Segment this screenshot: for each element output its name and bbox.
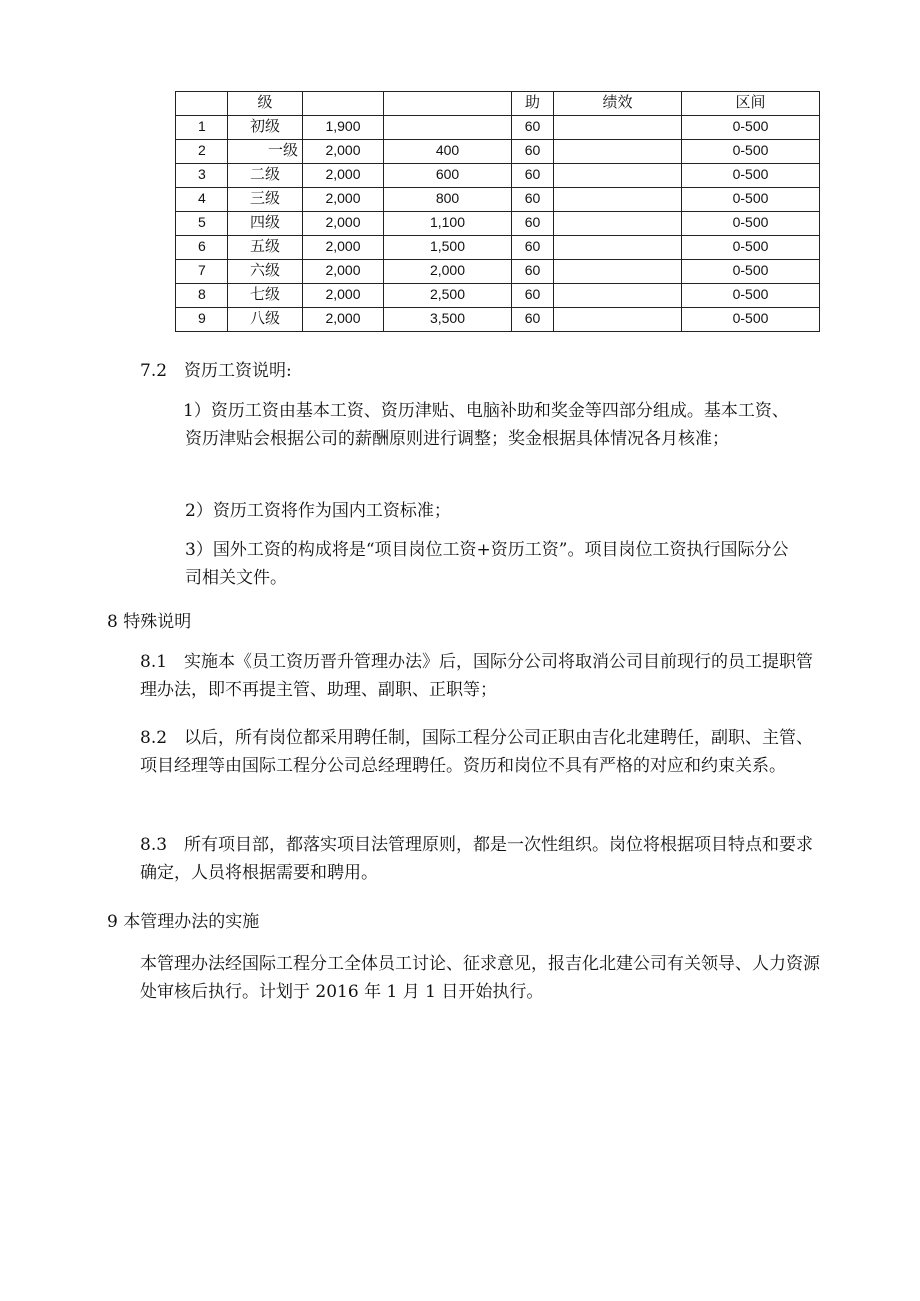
table-row — [176, 116, 820, 140]
section-7-2-item-1: 1）资历工资由基本工资、资历津贴、电脑补助和奖金等四部分组成。基本工资、资历津贴会根据公司的薪酬原则进行调整；奖金根据具体情况各月核准； — [183, 401, 789, 449]
row-seniority: 1,500 — [384, 236, 512, 260]
table-row — [176, 284, 820, 308]
header-cell-allowance: 助 — [512, 92, 554, 116]
row-performance — [554, 308, 682, 332]
row-allowance: 60 — [512, 260, 554, 284]
wage-table — [175, 91, 820, 332]
row-allowance: 60 — [512, 212, 554, 236]
row-allowance: 60 — [512, 164, 554, 188]
row-range: 0-500 — [682, 260, 820, 284]
row-range: 0-500 — [682, 188, 820, 212]
row-level: 四级 — [228, 212, 303, 236]
row-level: 六级 — [228, 260, 303, 284]
row-index: 1 — [176, 116, 228, 140]
row-allowance: 60 — [512, 284, 554, 308]
table-row — [176, 308, 820, 332]
row-index: 3 — [176, 164, 228, 188]
section-9-heading: 9 本管理办法的实施 — [107, 912, 260, 932]
section-7-2-item-2: 2）资历工资将作为国内工资标准； — [185, 501, 451, 521]
row-index: 4 — [176, 188, 228, 212]
row-seniority: 800 — [384, 188, 512, 212]
row-allowance: 60 — [512, 236, 554, 260]
row-base: 2,000 — [303, 212, 384, 236]
row-performance — [554, 260, 682, 284]
row-base: 2,000 — [303, 284, 384, 308]
section-8-heading: 8 特殊说明 — [107, 612, 192, 632]
table-row — [176, 164, 820, 188]
row-performance — [554, 140, 682, 164]
section-9-body: 本管理办法经国际工程分工全体员工讨论、征求意见，报吉化北建公司有关领导、人力资源处审核后执行。计划于 2016 年 1 月 1 日开始执行。 — [140, 954, 820, 1002]
table-row — [176, 212, 820, 236]
row-level: 五级 — [228, 236, 303, 260]
row-range: 0-500 — [682, 236, 820, 260]
row-base: 2,000 — [303, 236, 384, 260]
row-base: 2,000 — [303, 308, 384, 332]
section-8-3: 8.3 所有项目部，都落实项目法管理原则，都是一次性组织。岗位将根据项目特点和要求确定，人员将根据需要和聘用。 — [140, 835, 814, 883]
header-cell — [176, 92, 228, 116]
table-row — [176, 260, 820, 284]
header-cell-level: 级 — [228, 92, 303, 116]
row-performance — [554, 212, 682, 236]
row-allowance: 60 — [512, 116, 554, 140]
row-performance — [554, 116, 682, 140]
row-base: 2,000 — [303, 188, 384, 212]
row-level: 一级 — [228, 140, 303, 164]
row-index: 8 — [176, 284, 228, 308]
row-performance — [554, 164, 682, 188]
row-seniority: 1,100 — [384, 212, 512, 236]
row-seniority: 2,500 — [384, 284, 512, 308]
section-7-2-heading: 7.2 资历工资说明: — [140, 361, 292, 381]
row-base: 2,000 — [303, 164, 384, 188]
section-7-2-item-3: 3）国外工资的构成将是“项目岗位工资+资历工资”。项目岗位工资执行国际分公司相关文件。 — [185, 540, 789, 588]
row-performance — [554, 284, 682, 308]
row-performance — [554, 236, 682, 260]
row-allowance: 60 — [512, 308, 554, 332]
row-range: 0-500 — [682, 140, 820, 164]
row-range: 0-500 — [682, 116, 820, 140]
row-seniority: 3,500 — [384, 308, 512, 332]
row-level: 初级 — [228, 116, 303, 140]
row-index: 6 — [176, 236, 228, 260]
row-performance — [554, 188, 682, 212]
header-cell-range: 区间 — [682, 92, 820, 116]
row-seniority: 600 — [384, 164, 512, 188]
row-base: 1,900 — [303, 116, 384, 140]
header-cell — [303, 92, 384, 116]
row-allowance: 60 — [512, 188, 554, 212]
row-level: 三级 — [228, 188, 303, 212]
table-row — [176, 188, 820, 212]
row-base: 2,000 — [303, 260, 384, 284]
row-seniority — [384, 116, 512, 140]
table-row — [176, 140, 820, 164]
row-seniority: 400 — [384, 140, 512, 164]
row-index: 5 — [176, 212, 228, 236]
row-level: 八级 — [228, 308, 303, 332]
row-index: 2 — [176, 140, 228, 164]
table-row — [176, 236, 820, 260]
row-allowance: 60 — [512, 140, 554, 164]
row-level: 二级 — [228, 164, 303, 188]
row-range: 0-500 — [682, 308, 820, 332]
header-cell — [384, 92, 512, 116]
row-level: 七级 — [228, 284, 303, 308]
row-range: 0-500 — [682, 164, 820, 188]
section-8-1: 8.1 实施本《员工资历晋升管理办法》后，国际分公司将取消公司目前现行的员工提职管理办法，即不再提主管、助理、副职、正职等； — [140, 652, 814, 700]
section-8-2: 8.2 以后，所有岗位都采用聘任制，国际工程分公司正职由吉化北建聘任，副职、主管、项目经理等由国际工程分公司总经理聘任。资历和岗位不具有严格的对应和约束关系。 — [140, 728, 814, 776]
row-range: 0-500 — [682, 212, 820, 236]
row-base: 2,000 — [303, 140, 384, 164]
row-seniority: 2,000 — [384, 260, 512, 284]
row-index: 9 — [176, 308, 228, 332]
table-header-row — [176, 92, 820, 116]
row-range: 0-500 — [682, 284, 820, 308]
row-index: 7 — [176, 260, 228, 284]
header-cell-performance: 绩效 — [554, 92, 682, 116]
